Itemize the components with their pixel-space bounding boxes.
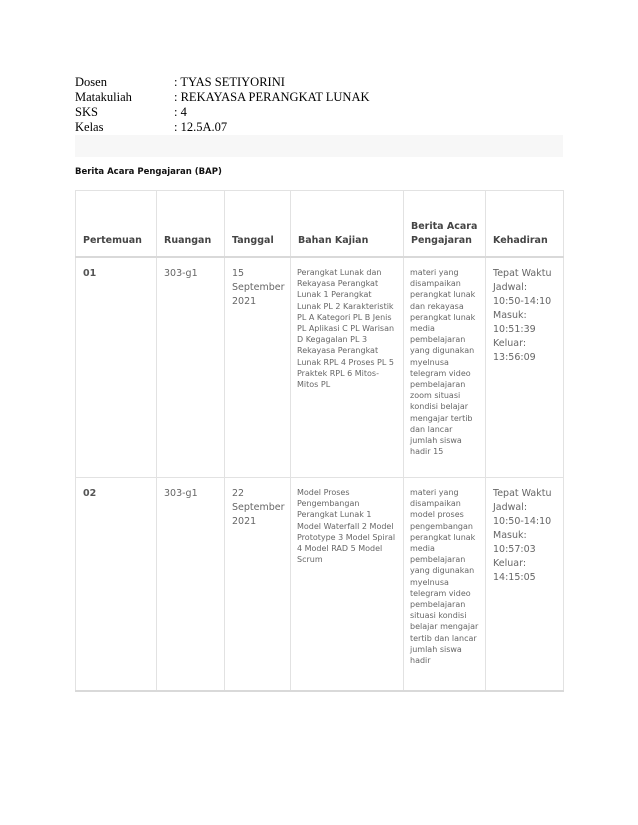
header-berita-acara: Berita Acara Pengajaran [404,191,486,258]
table-row [76,478,564,692]
kehadiran-masuk-label: Masuk: [493,530,527,541]
cell-berita-acara: materi yang disampaikan perangkat lunak dan rekayasa perangkat lunak media pembelajaran yang digunakan myelnusa telegram video pembelajaran zoom situasi kondisi belajar mengajar tertib dan lancar jumlah siswa hadir 15 [404,257,486,478]
cell-berita-acara: materi yang disampaikan model proses pengembangan perangkat lunak media pembelajaran yang digunakan myelnusa telegram video pembelajaran situasi kondisi belajar mengajar tertib dan lancar jumlah siswa hadir [404,478,486,692]
cell-tanggal: 15 September 2021 [225,257,291,478]
kehadiran-keluar-label: Keluar: [493,558,527,569]
info-matakuliah [75,90,563,105]
info-value: : 4 [174,105,187,119]
header-bahan-kajian: Bahan Kajian [291,191,404,258]
table-header-row [76,191,564,258]
kehadiran-masuk-value: 10:57:03 [493,544,536,555]
info-label: Kelas [75,120,104,134]
kehadiran-masuk-label: Masuk: [493,310,527,321]
kehadiran-jadwal-label: Jadwal: [493,502,528,513]
header-ruangan: Ruangan [157,191,225,258]
cell-pertemuan: 01 [76,257,157,478]
cell-ruangan: 303-g1 [157,478,225,692]
info-label: Matakuliah [75,90,132,104]
kehadiran-jadwal-label: Jadwal: [493,282,528,293]
kehadiran-status: Tepat Waktu [493,488,552,499]
kehadiran-keluar-value: 14:15:05 [493,572,536,583]
kehadiran-jadwal-value: 10:50-14:10 [493,296,552,307]
kehadiran-keluar-value: 13:56:09 [493,352,536,363]
kehadiran-masuk-value: 10:51:39 [493,324,536,335]
info-label: SKS [75,105,98,119]
info-value: : TYAS SETIYORINI [174,75,285,89]
header-pertemuan: Pertemuan [76,191,157,258]
cell-bahan-kajian: Perangkat Lunak dan Rekayasa Perangkat Lunak 1 Perangkat Lunak PL 2 Karakteristik PL A Kategori PL B Jenis PL Aplikasi C PL Warisan D Kegagalan PL 3 Rekayasa Perangkat Lunak RPL 4 Proses PL 5 Praktek RPL 6 Mitos-Mitos PL [291,257,404,478]
header-tanggal: Tanggal [225,191,291,258]
cell-tanggal: 22 September 2021 [225,478,291,692]
kehadiran-status: Tepat Waktu [493,268,552,279]
cell-pertemuan: 02 [76,478,157,692]
cell-ruangan: 303-g1 [157,257,225,478]
info-value: : 12.5A.07 [174,120,228,134]
cell-kehadiran [486,478,564,692]
info-label: Dosen [75,75,107,89]
bap-table [75,190,564,692]
table-row [76,257,564,478]
info-value: : REKAYASA PERANGKAT LUNAK [174,90,370,104]
kehadiran-jadwal-value: 10:50-14:10 [493,516,552,527]
course-info [75,75,563,150]
bap-title: Berita Acara Pengajaran (BAP) [75,167,222,177]
cell-bahan-kajian: Model Proses Pengembangan Perangkat Lunak 1 Model Waterfall 2 Model Prototype 3 Model Spiral 4 Model RAD 5 Model Scrum [291,478,404,692]
info-dosen [75,75,563,90]
info-divider-band [75,135,563,157]
info-kelas [75,120,563,135]
info-sks [75,105,563,120]
kehadiran-keluar-label: Keluar: [493,338,527,349]
header-kehadiran: Kehadiran [486,191,564,258]
cell-kehadiran [486,257,564,478]
